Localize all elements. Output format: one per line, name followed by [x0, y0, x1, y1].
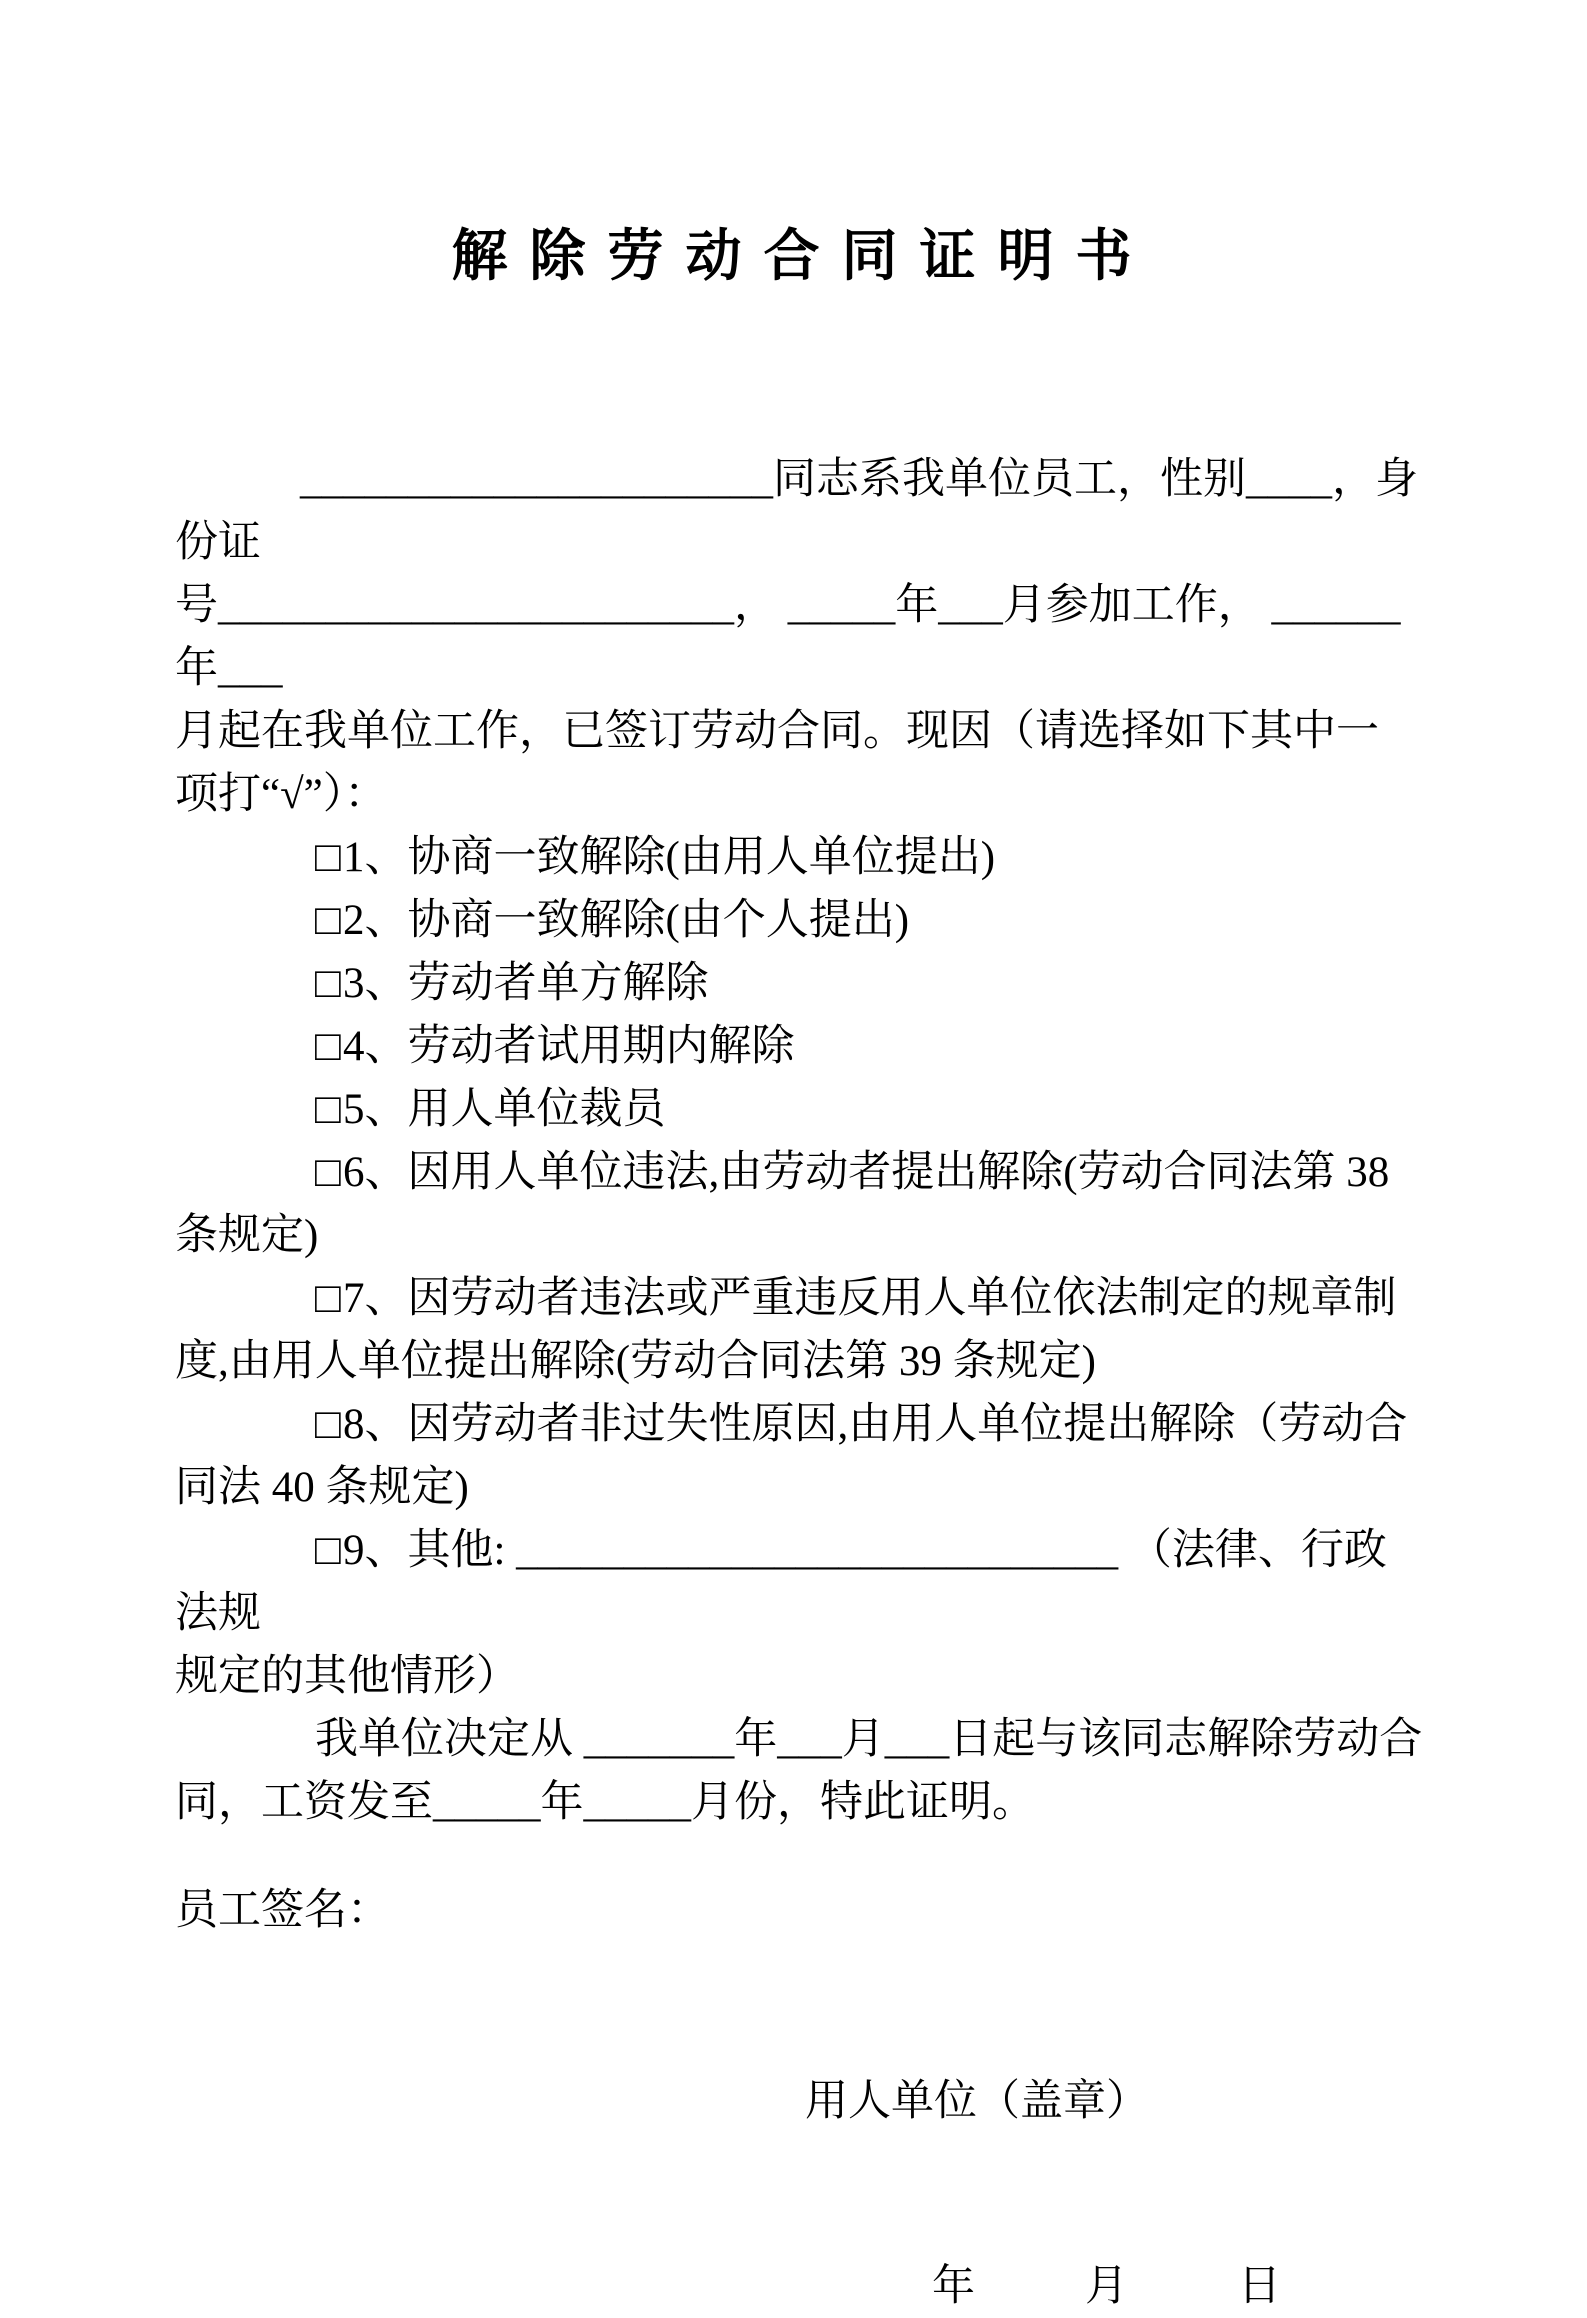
- option-2-checkbox[interactable]: □: [315, 897, 343, 944]
- intro-line-2: 号________________________， _____年___月参加工作， ______年___: [175, 582, 1401, 692]
- option-7-label: 7、因劳动者违法或严重违反用人单位依法制定的规章制: [342, 1275, 1397, 1322]
- option-6-checkbox[interactable]: □: [315, 1149, 343, 1196]
- intro-line-3: 月起在我单位工作，已签订劳动合同。现因（请选择如下其中一: [175, 708, 1379, 755]
- date-year-label: 年: [932, 2263, 975, 2310]
- document-title: 解 除 劳 动 合 同 证 明 书: [451, 226, 1136, 288]
- option-row-3: [175, 952, 1425, 1015]
- option-9-label: 9、其他: ____________________________ （法律、行政法规: [175, 1527, 1387, 1637]
- option-1-label: 1、协商一致解除(由用人单位提出): [342, 834, 996, 881]
- option-row-6: [175, 1141, 1425, 1204]
- option-row-2: [175, 889, 1425, 952]
- option-4-label: 4、劳动者试用期内解除: [342, 1023, 795, 1070]
- employer-seal-label: 用人单位（盖章）: [805, 2078, 1149, 2125]
- option-5-checkbox[interactable]: □: [315, 1086, 343, 1133]
- option-9-continuation: 规定的其他情形）: [175, 1653, 519, 1700]
- employee-signature-label: 员工签名：: [175, 1887, 390, 1934]
- option-7-continuation: 度,由用人单位提出解除(劳动合同法第 39 条规定): [175, 1338, 1096, 1385]
- option-4-checkbox[interactable]: □: [315, 1023, 343, 1070]
- option-row-5: [175, 1078, 1425, 1141]
- option-3-checkbox[interactable]: □: [315, 960, 343, 1007]
- intro-line-1: ______________________同志系我单位员工，性别____，身份证: [175, 456, 1418, 566]
- option-1-checkbox[interactable]: □: [315, 834, 343, 881]
- date-line: [175, 2255, 1425, 2318]
- date-day-label: 日: [1238, 2263, 1281, 2310]
- option-6-label: 6、因用人单位违法,由劳动者提出解除(劳动合同法第 38: [342, 1149, 1390, 1196]
- option-9-checkbox[interactable]: □: [315, 1527, 343, 1574]
- option-5-label: 5、用人单位裁员: [342, 1086, 666, 1133]
- option-6-continuation: 条规定): [175, 1212, 319, 1259]
- option-8-checkbox[interactable]: □: [315, 1401, 343, 1448]
- option-8-continuation: 同法 40 条规定): [175, 1464, 469, 1511]
- option-3-label: 3、劳动者单方解除: [342, 960, 709, 1007]
- option-row-7: [175, 1267, 1425, 1330]
- document-body: [175, 448, 1425, 2318]
- intro-line-4: 项打“√”）：: [175, 771, 388, 818]
- employer-seal-row: [175, 2070, 1425, 2133]
- option-7-checkbox[interactable]: □: [315, 1275, 343, 1322]
- option-8-label: 8、因劳动者非过失性原因,由用人单位提出解除（劳动合: [342, 1401, 1408, 1448]
- option-row-9: [175, 1519, 1425, 1645]
- option-row-1: [175, 826, 1425, 889]
- date-month-label: 月: [1085, 2263, 1128, 2310]
- option-row-8: [175, 1393, 1425, 1456]
- option-row-4: [175, 1015, 1425, 1078]
- option-2-label: 2、协商一致解除(由个人提出): [342, 897, 910, 944]
- closing-line-2: 同，工资发至_____年_____月份，特此证明。: [175, 1779, 1035, 1826]
- closing-line-1: 我单位决定从 _______年___月___日起与该同志解除劳动合: [315, 1716, 1423, 1763]
